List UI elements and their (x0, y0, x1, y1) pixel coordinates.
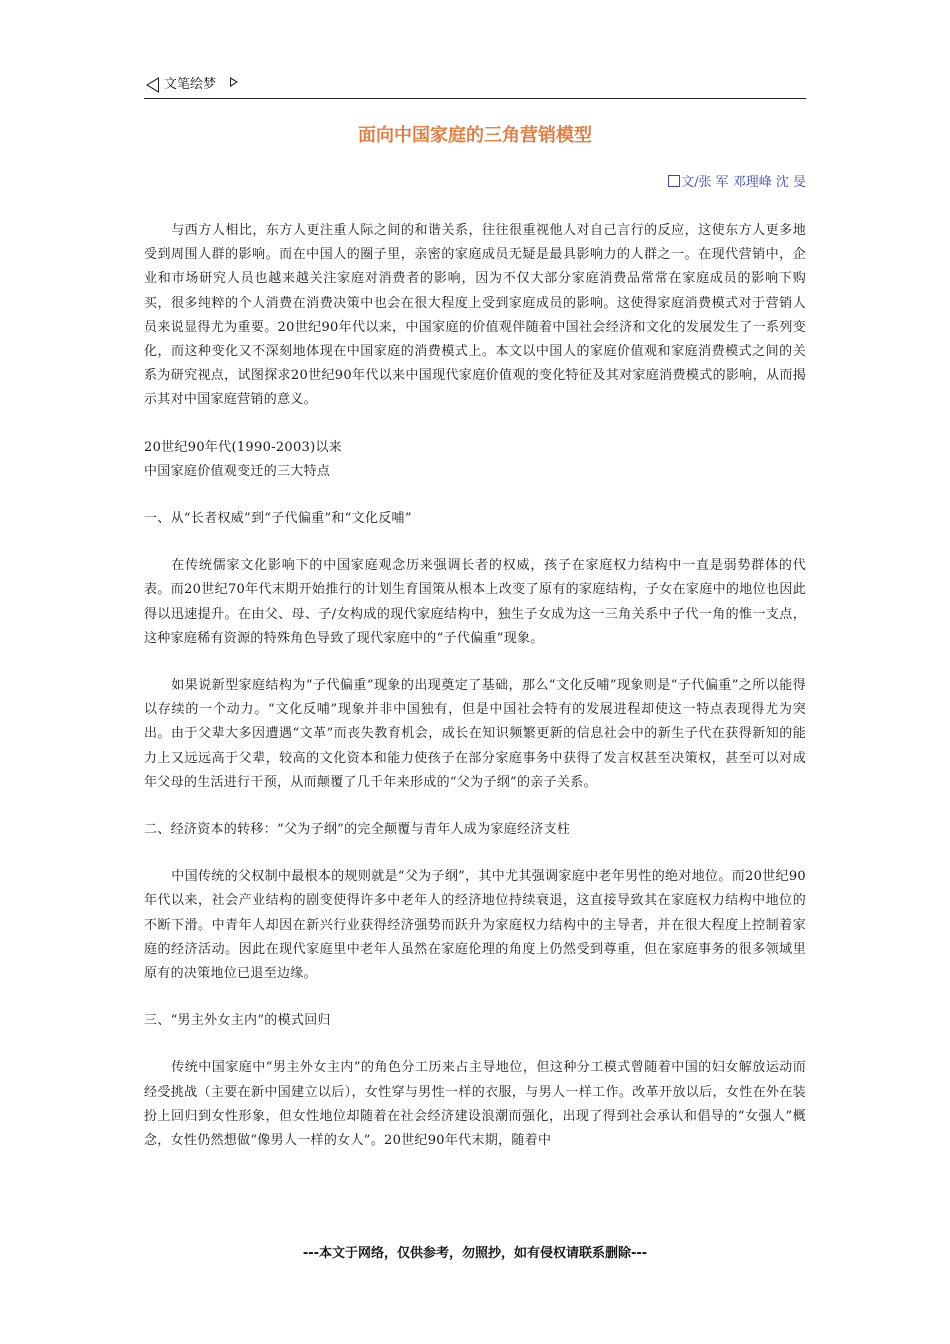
section-heading-line-1: 20世纪90年代(1990-2003)以来 (144, 439, 343, 455)
article-title: 面向中国家庭的三角营销模型 (358, 125, 592, 146)
subheading-1: 一、从“长者权威”到“子代偏重”和“文化反哺” (144, 511, 412, 527)
triangle-right-icon (230, 77, 238, 87)
body-paragraph: 传统中国家庭中“男主外女主内”的角色分工历来占主导地位，但这种分工模式曾随着中国的妇女解放运动而经受挑战（主要在新中国建立以后），女性穿与男性一样的衣服，与男人一样工作。改革开放以后，女性在外在装扮上回归到女性形象，但女性地位却随着在社会经济建设浪潮而强化，出现了得到社会承认和倡导的“女强人”概念，女性仍然想做“像男人一样的女人”。20世纪90年代末期，随着中 (144, 1060, 806, 1149)
brand-name: 文笔绘梦 (164, 77, 217, 92)
body-paragraph: 中国传统的父权制中最根本的规则就是“父为子纲”，其中尤其强调家庭中老年男性的绝对地位。而20世纪90年代以来，社会产业结构的剧变使得许多中老年人的经济地位持续衰退，这直接导致其在家庭权力结构中地位的不断下滑。中青年人却因在新兴行业获得经济强势而跃升为家庭权力结构中的主导者，并在很大程度上控制着家庭的经济活动。因此在现代家庭里中老年人虽然在家庭伦理的角度上仍然受到尊重，但在家庭事务的很多领域里原有的决策地位已退至边缘。 (144, 869, 806, 982)
byline-text: 文/张 军 邓理峰 沈 旻 (681, 175, 806, 190)
body-paragraph: 如果说新型家庭结构为“子代偏重”现象的出现奠定了基础，那么“文化反哺”现象则是“子代偏重”之所以能得以存续的一个动力。“文化反哺”现象并非中国独有，但是中国社会特有的发展进程却使这一特点表现得尤为突出。由于父辈大多因遭遇“文革”而丧失教育机会，成长在知识频繁更新的信息社会中的新生子代在获得新知的能力上又远远高于父辈，较高的文化资本和能力使孩子在部分家庭事务中获得了发言权甚至决策权，甚至可以对成年父母的生活进行干预，从而颠覆了几千年来形成的“父为子纲”的亲子关系。 (144, 678, 806, 790)
footer-notice: ---本文于网络，仅供参考，勿照抄，如有侵权请联系删除--- (302, 1246, 648, 1261)
section-heading-line-2: 中国家庭价值观变迁的三大特点 (144, 463, 331, 479)
body-paragraph: 在传统儒家文化影响下的中国家庭观念历来强调长者的权威，孩子在家庭权力结构中一直是弱势群体的代表。而20世纪70年代末期开始推行的计划生育国策从根本上改变了原有的家庭结构，子女在家庭中的地位也因此得以迅速提升。在由父、母、子/女构成的现代家庭结构中，独生子女成为这一三角关系中子代一角的惟一支点，这种家庭稀有资源的特殊角色导致了现代家庭中的“子代偏重”现象。 (144, 558, 806, 646)
subheading-3: 三、“男主外女主内”的模式回归 (144, 1013, 331, 1029)
article-byline (668, 174, 806, 192)
square-bullet-icon (668, 175, 680, 187)
page-header (144, 74, 806, 99)
article-body (144, 219, 806, 1176)
triangle-left-icon (146, 77, 159, 93)
intro-paragraph: 与西方人相比，东方人更注重人际之间的和谐关系，往往很重视他人对自己言行的反应，这使东方人更多地受到周围人群的影响。而在中国人的圈子里，亲密的家庭成员无疑是最具影响力的人群之一。在现代营销中，企业和市场研究人员也越来越关注家庭对消费者的影响，因为不仅大部分家庭消费品常常在家庭成员的影响下购买，很多纯粹的个人消费在消费决策中也会在很大程度上受到家庭成员的影响。这使得家庭消费模式对于营销人员来说显得尤为重要。20世纪90年代以来，中国家庭的价值观伴随着中国社会经济和文化的发展发生了一系列变化，而这种变化又不深刻地体现在中国家庭的消费模式上。本文以中国人的家庭价值观和家庭消费模式之间的关系为研究视点，试图探求20世纪90年代以来中国现代家庭价值观的变化特征及其对家庭消费模式的影响，从而揭示其对中国家庭营销的意义。 (144, 223, 806, 408)
subheading-2: 二、经济资本的转移：“父为子纲”的完全颠覆与青年人成为家庭经济支柱 (144, 822, 571, 838)
